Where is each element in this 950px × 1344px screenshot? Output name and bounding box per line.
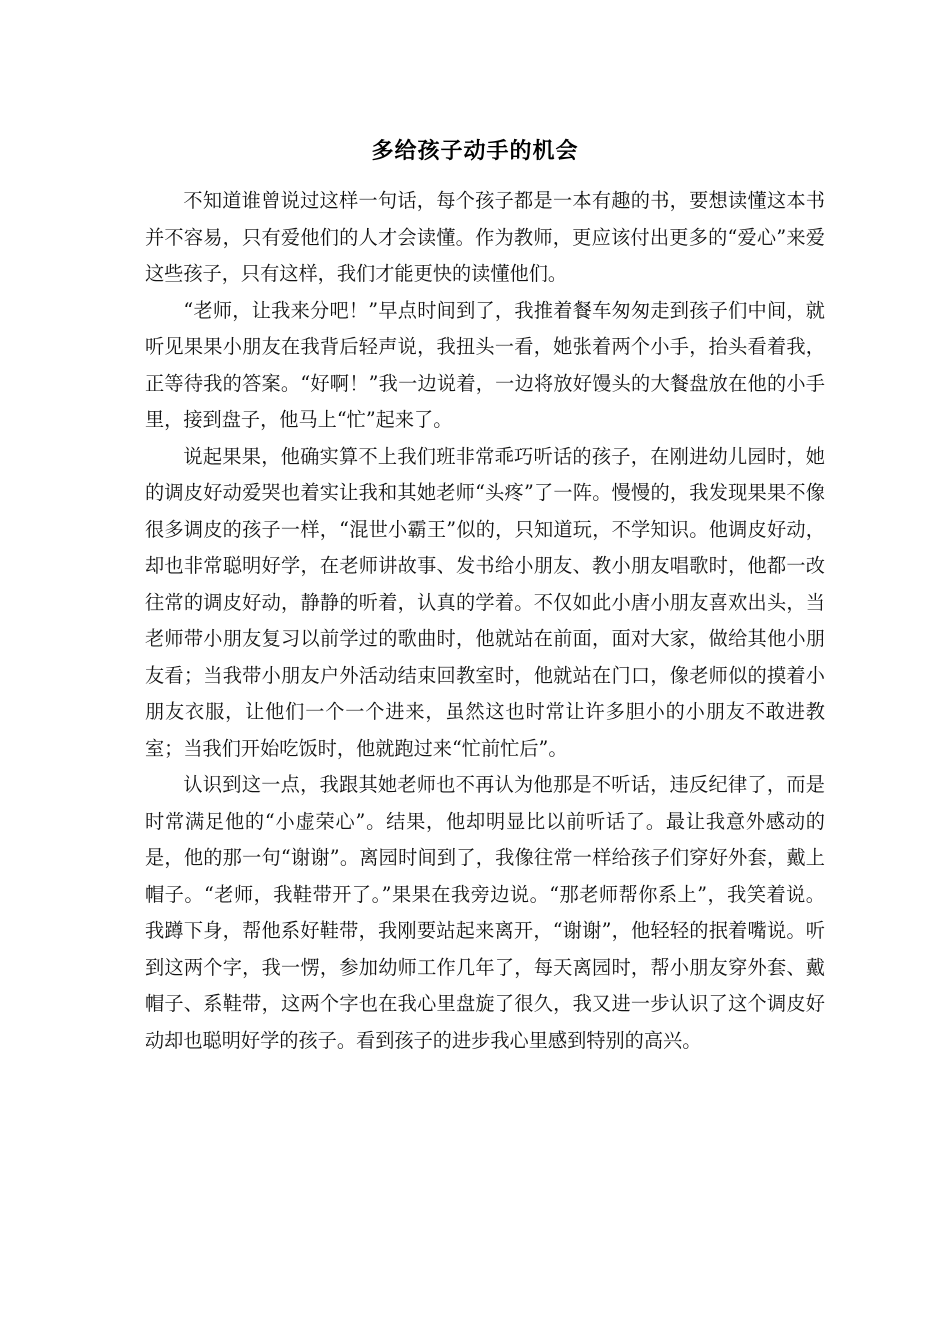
paragraph-1: 不知道谁曾说过这样一句话，每个孩子都是一本有趣的书，要想读懂这本书并不容易，只有爱他们的人才会读懂。作为教师，更应该付出更多的“爱心”来爱这些孩子，只有这样，我们才能更快的读懂他们。 [145,189,825,285]
paragraph-4: 认识到这一点，我跟其她老师也不再认为他那是不听话，违反纪律了，而是时常满足他的“小虚荣心”。结果，他却明显比以前听话了。最让我意外感动的是，他的那一句“谢谢”。离园时间到了，我像往常一样给孩子们穿好外套，戴上帽子。“老师，我鞋带开了。”果果在我旁边说。“那老师帮你系上”，我笑着说。我蹲下身，帮他系好鞋带，我刚要站起来离开，“谢谢”，他轻轻的抿着嘴说。听到这两个字，我一愣，参加幼师工作几年了，每天离园时，帮小朋友穿外套、戴帽子、系鞋带，这两个字也在我心里盘旋了很久，我又进一步认识了这个调皮好动却也聪明好学的孩子。看到孩子的进步我心里感到特别的高兴。 [145,773,825,1052]
paragraph-2: “老师，让我来分吧！”早点时间到了，我推着餐车匆匆走到孩子们中间，就听见果果小朋友在我背后轻声说，我扭头一看，她张着两个小手，抬头看着我，正等待我的答案。“好啊！”我一边说着，一边将放好馒头的大餐盘放在他的小手里，接到盘子，他马上“忙”起来了。 [145,298,825,431]
document-body [145,183,825,1059]
document-title: 多给孩子动手的机会 [371,139,579,164]
paragraph-3: 说起果果，他确实算不上我们班非常乖巧听话的孩子，在刚进幼儿园时，她的调皮好动爱哭也着实让我和其她老师“头疼”了一阵。慢慢的，我发现果果不像很多调皮的孩子一样，“混世小霸王”似的，只知道玩，不学知识。他调皮好动，却也非常聪明好学，在老师讲故事、发书给小朋友、教小朋友唱歌时，他都一改往常的调皮好动，静静的听着，认真的学着。不仅如此小唐小朋友喜欢出头，当老师带小朋友复习以前学过的歌曲时，他就站在前面，面对大家，做给其他小朋友看；当我带小朋友户外活动结束回教室时，他就站在门口，像老师似的摸着小朋友衣服，让他们一个一个进来，虽然这也时常让许多胆小的小朋友不敢进教室；当我们开始吃饭时，他就跑过来“忙前忙后”。 [145,444,825,760]
